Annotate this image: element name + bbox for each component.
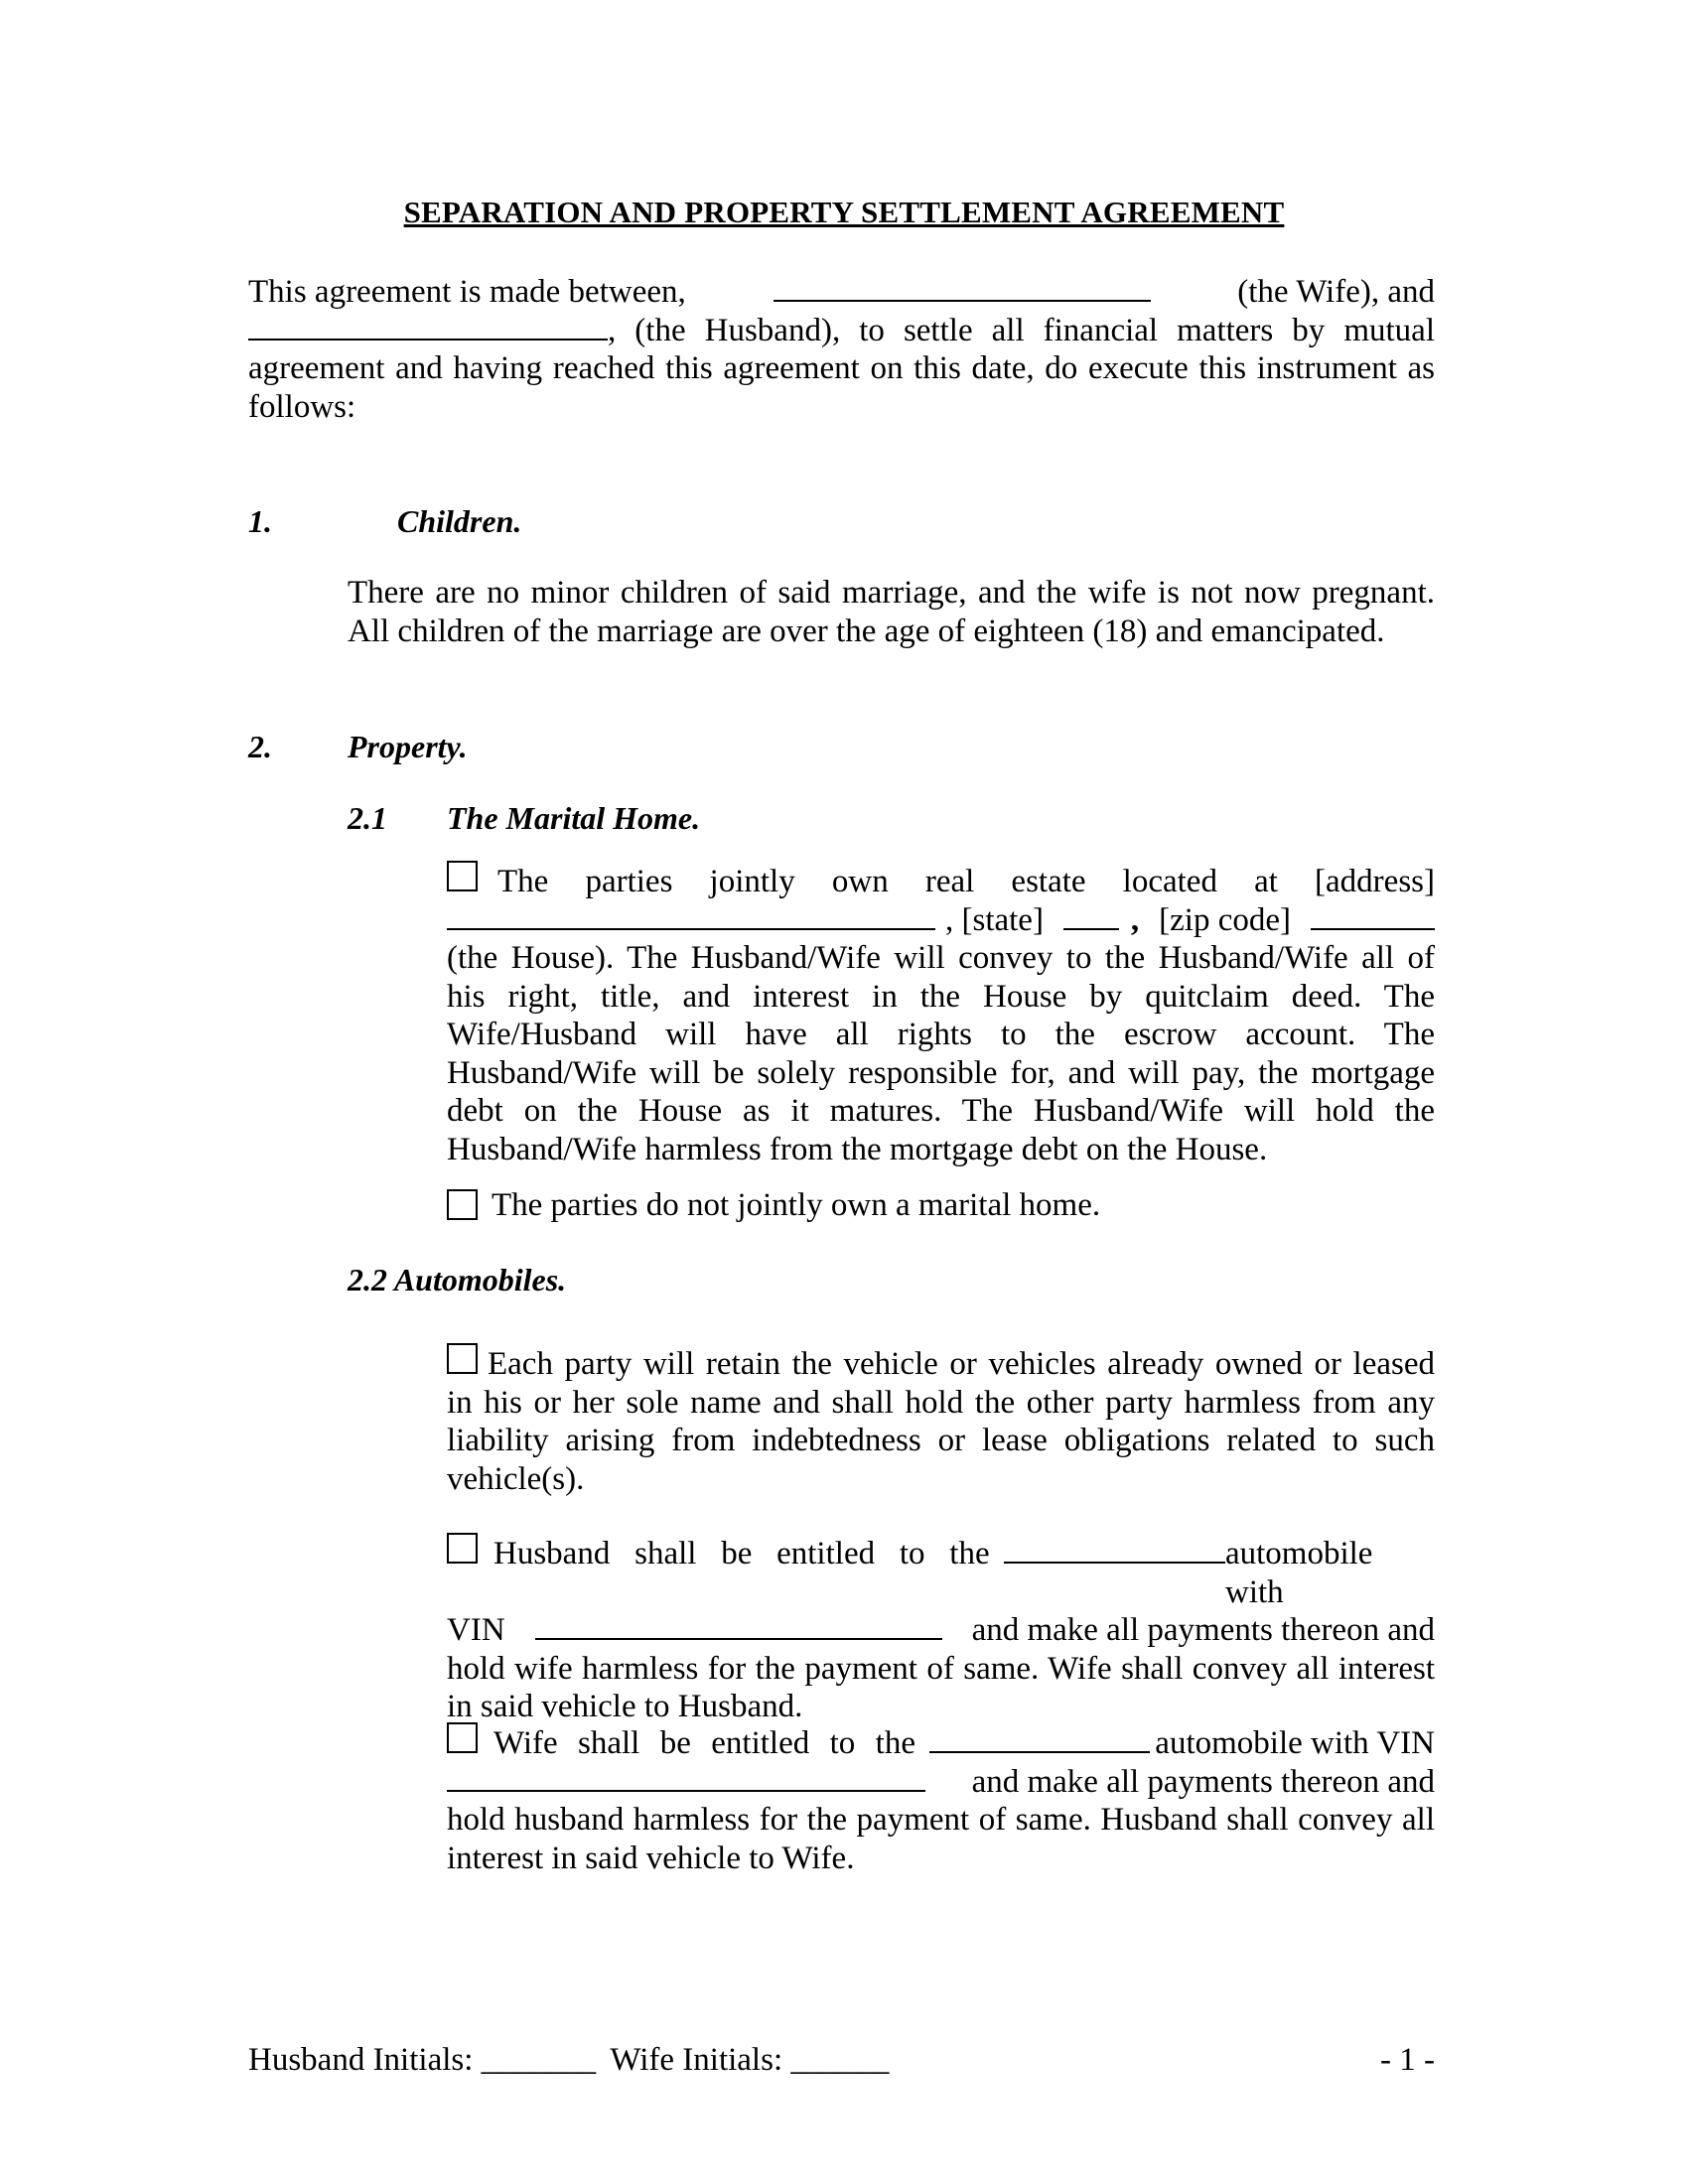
zip-label: [zip code] <box>1159 901 1291 938</box>
marital-home-line-5: Wife/Husband will have all rights to the escrow account. The <box>447 1017 1435 1052</box>
automobiles-option-3 <box>447 1722 1435 1877</box>
intro-line-2 <box>248 312 1435 350</box>
wife-name-blank[interactable] <box>774 273 1151 302</box>
marital-home-line-4: his right, title, and interest in the House by quitclaim deed. The <box>447 978 1435 1015</box>
husband-auto-blank[interactable] <box>1004 1535 1225 1564</box>
auto-opt2-vin-label: VIN <box>447 1612 505 1648</box>
children-line-2: All children of the marriage are over the age of eighteen (18) and emancipated. <box>348 613 1385 649</box>
no-marital-home-text: The parties do not jointly own a marital home. <box>492 1187 1101 1223</box>
automobiles-option-1 <box>447 1343 1435 1498</box>
children-line-1: There are no minor children of said marriage, and the wife is not now pregnant. <box>348 575 1435 611</box>
intro-line-1 <box>248 273 1435 312</box>
marital-home-line-7: debt on the House as it matures. The Husband/Wife will hold the <box>447 1093 1435 1129</box>
auto-opt3-line-2 <box>447 1763 1435 1802</box>
intro-line-4: follows: <box>248 388 356 425</box>
address-blank[interactable] <box>447 901 935 930</box>
section-1-number: 1. <box>248 503 272 539</box>
marital-home-text-1: The parties jointly own real estate located at [address] <box>497 864 1435 899</box>
marital-home-line-2 <box>447 901 1435 940</box>
section-2-number: 2. <box>248 729 272 764</box>
wife-vin-blank[interactable] <box>447 1763 925 1792</box>
auto-opt3-line-4: interest in said vehicle to Wife. <box>447 1840 855 1876</box>
marital-home-line-3: (the House). The Husband/Wife will convey to the Husband/Wife all of <box>447 940 1435 976</box>
page-number: - 1 - <box>1380 2042 1435 2078</box>
husband-auto-checkbox[interactable] <box>447 1533 478 1564</box>
marital-home-option-2 <box>447 1186 1435 1225</box>
auto-opt1-text-1: Each party will retain the vehicle or vehicles already owned or leased <box>488 1346 1435 1382</box>
marital-home-line-1 <box>447 861 1435 901</box>
no-marital-home-checkbox[interactable] <box>447 1189 478 1220</box>
intro-text-1: This agreement is made between, <box>248 274 686 310</box>
section-1-heading: Children. <box>397 503 522 539</box>
footer-initials <box>248 2042 889 2079</box>
section-2-1-heading: The Marital Home. <box>447 800 701 836</box>
marital-home-joint-checkbox[interactable] <box>447 861 478 891</box>
marital-home-line-6: Husband/Wife will be solely responsible for, and will pay, the mortgage <box>447 1054 1435 1091</box>
auto-opt3-line-1 <box>447 1722 1435 1763</box>
wife-auto-blank[interactable] <box>929 1724 1150 1753</box>
auto-opt2-text-1b: automobile with <box>1224 1536 1373 1610</box>
section-2-2-heading: 2.2 Automobiles. <box>348 1262 567 1297</box>
auto-opt3-text-1a: Wife shall be entitled to the <box>493 1725 915 1761</box>
zip-blank[interactable] <box>1311 901 1435 930</box>
husband-vin-blank[interactable] <box>535 1611 942 1640</box>
wife-initials-field[interactable]: Wife Initials: ______ <box>610 2042 890 2078</box>
retain-vehicles-checkbox[interactable] <box>447 1343 478 1374</box>
auto-opt2-line-3: hold wife harmless for the payment of same. Wife shall convey all interest <box>447 1650 1435 1687</box>
document-title: SEPARATION AND PROPERTY SETTLEMENT AGREEMENT <box>403 195 1285 229</box>
auto-opt1-line-1 <box>447 1343 1435 1384</box>
auto-opt3-text-2b: and make all payments thereon and <box>971 1763 1435 1800</box>
auto-opt3-line-3: hold husband harmless for the payment of same. Husband shall convey all <box>447 1802 1435 1838</box>
state-label: , [state] <box>944 901 1044 938</box>
state-comma: , <box>1130 901 1140 938</box>
children-paragraph <box>348 574 1435 650</box>
auto-opt2-line-2 <box>447 1611 1435 1650</box>
intro-paragraph <box>248 273 1435 426</box>
wife-auto-checkbox[interactable] <box>447 1722 478 1753</box>
auto-opt1-line-4: vehicle(s). <box>447 1460 585 1497</box>
husband-initials-field[interactable]: Husband Initials: _______ <box>248 2042 597 2078</box>
intro-text-3: , (the Husband), to settle all financial matters by mutual <box>608 312 1435 348</box>
intro-text-2: (the Wife), and <box>1237 274 1435 310</box>
auto-opt1-line-2: in his or her sole name and shall hold the other party harmless from any <box>447 1384 1435 1421</box>
automobiles-option-2 <box>447 1533 1435 1726</box>
section-2-1-number: 2.1 <box>348 800 387 836</box>
auto-opt2-line-1 <box>447 1533 1435 1611</box>
auto-opt2-text-2b: and make all payments thereon and <box>971 1612 1435 1648</box>
section-2-heading: Property. <box>348 729 468 764</box>
auto-opt2-line-4: in said vehicle to Husband. <box>447 1689 803 1724</box>
auto-opt1-line-3: liability arising from indebtedness or lease obligations related to such <box>447 1423 1435 1458</box>
husband-name-blank[interactable] <box>248 312 608 341</box>
auto-opt2-text-1a: Husband shall be entitled to the <box>493 1536 990 1571</box>
state-blank[interactable] <box>1063 901 1119 930</box>
marital-home-line-8: Husband/Wife harmless from the mortgage debt on the House. <box>447 1131 1268 1167</box>
intro-line-3: agreement and having reached this agreement on this date, do execute this instrument as <box>248 350 1435 386</box>
auto-opt3-text-1b: automobile with VIN <box>1155 1725 1435 1761</box>
marital-home-option-1 <box>447 861 1435 1168</box>
